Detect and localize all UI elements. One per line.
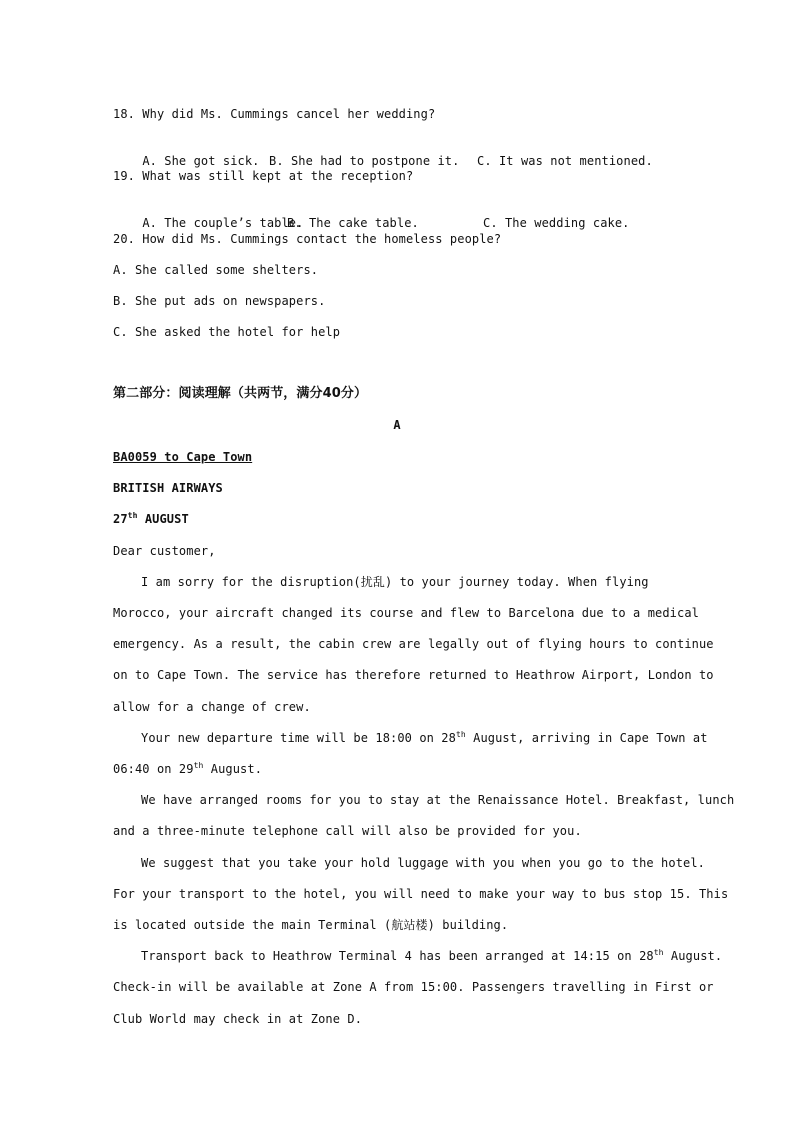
p5-text-a: Transport back to Heathrow Terminal 4 has been arranged at 14:15 on 28: [141, 949, 654, 963]
flight-title: BA0059 to Cape Town: [113, 450, 253, 464]
p3-line-2: and a three-minute telephone call will also be provided for you.: [113, 824, 582, 838]
question-18-option-a: A. She got sick.: [142, 154, 260, 168]
p2-text-a: Your new departure time will be 18:00 on 28: [141, 731, 456, 745]
question-18-stem: 18. Why did Ms. Cummings cancel her wedding?: [113, 107, 436, 121]
question-20-option-c: C. She asked the hotel for help: [113, 325, 341, 339]
p2-line-1: [141, 730, 708, 746]
date-month: AUGUST: [144, 512, 189, 526]
question-20-stem: 20. How did Ms. Cummings contact the homeless people?: [113, 232, 502, 246]
letter-date: [113, 511, 189, 527]
date-suffix: th: [127, 511, 138, 520]
p5-text-b: August.: [663, 949, 723, 963]
airline-name: BRITISH AIRWAYS: [113, 481, 223, 495]
p1-line-4: on to Cape Town. The service has therefore returned to Heathrow Airport, London to: [113, 668, 714, 682]
p1-line-1: I am sorry for the disruption(扰乱) to your journey today. When flying: [141, 575, 649, 589]
p2-text-c: 06:40 on 29: [113, 762, 194, 776]
question-18-option-b: B. She had to postpone it.: [269, 154, 460, 168]
p4-line-1: We suggest that you take your hold luggage with you when you go to the hotel.: [141, 856, 705, 870]
p4-line-2: For your transport to the hotel, you will need to make your way to bus stop 15. This: [113, 887, 729, 901]
p1-line-2: Morocco, your aircraft changed its course and flew to Barcelona due to a medical: [113, 606, 699, 620]
question-20-option-b: B. She put ads on newspapers.: [113, 294, 326, 308]
question-19-option-c: C. The wedding cake.: [483, 216, 630, 230]
p3-line-1: We have arranged rooms for you to stay at the Renaissance Hotel. Breakfast, lunch: [141, 793, 735, 807]
p1-line-5: allow for a change of crew.: [113, 700, 311, 714]
p5-line-1: [141, 948, 722, 964]
question-18-option-c: C. It was not mentioned.: [477, 154, 653, 168]
question-19-stem: 19. What was still kept at the reception?: [113, 169, 414, 183]
passage-label: A: [393, 418, 401, 432]
p2-text-d: August.: [203, 762, 263, 776]
p2-text-b: August, arriving in Cape Town at: [465, 731, 708, 745]
p2-line-2: [113, 761, 262, 777]
letter-greeting: Dear customer,: [113, 544, 216, 558]
p5-line-2: Check-in will be available at Zone A from 15:00. Passengers travelling in First or: [113, 980, 714, 994]
p4-line-3: is located outside the main Terminal (航站楼) building.: [113, 918, 509, 932]
p5-sup-a: th: [653, 948, 664, 957]
p2-sup-c: th: [193, 761, 204, 770]
question-20-option-a: A. She called some shelters.: [113, 263, 319, 277]
p2-sup-a: th: [455, 730, 466, 739]
p5-line-3: Club World may check in at Zone D.: [113, 1012, 363, 1026]
p1-line-3: emergency. As a result, the cabin crew are legally out of flying hours to continue: [113, 637, 714, 651]
question-19-option-a: A. The couple’s table.: [142, 216, 304, 230]
section-heading: 第二部分：阅读理解（共两节，满分40分）: [113, 386, 368, 401]
question-19-option-b: B. The cake table.: [287, 216, 419, 230]
date-day: 27: [113, 512, 128, 526]
